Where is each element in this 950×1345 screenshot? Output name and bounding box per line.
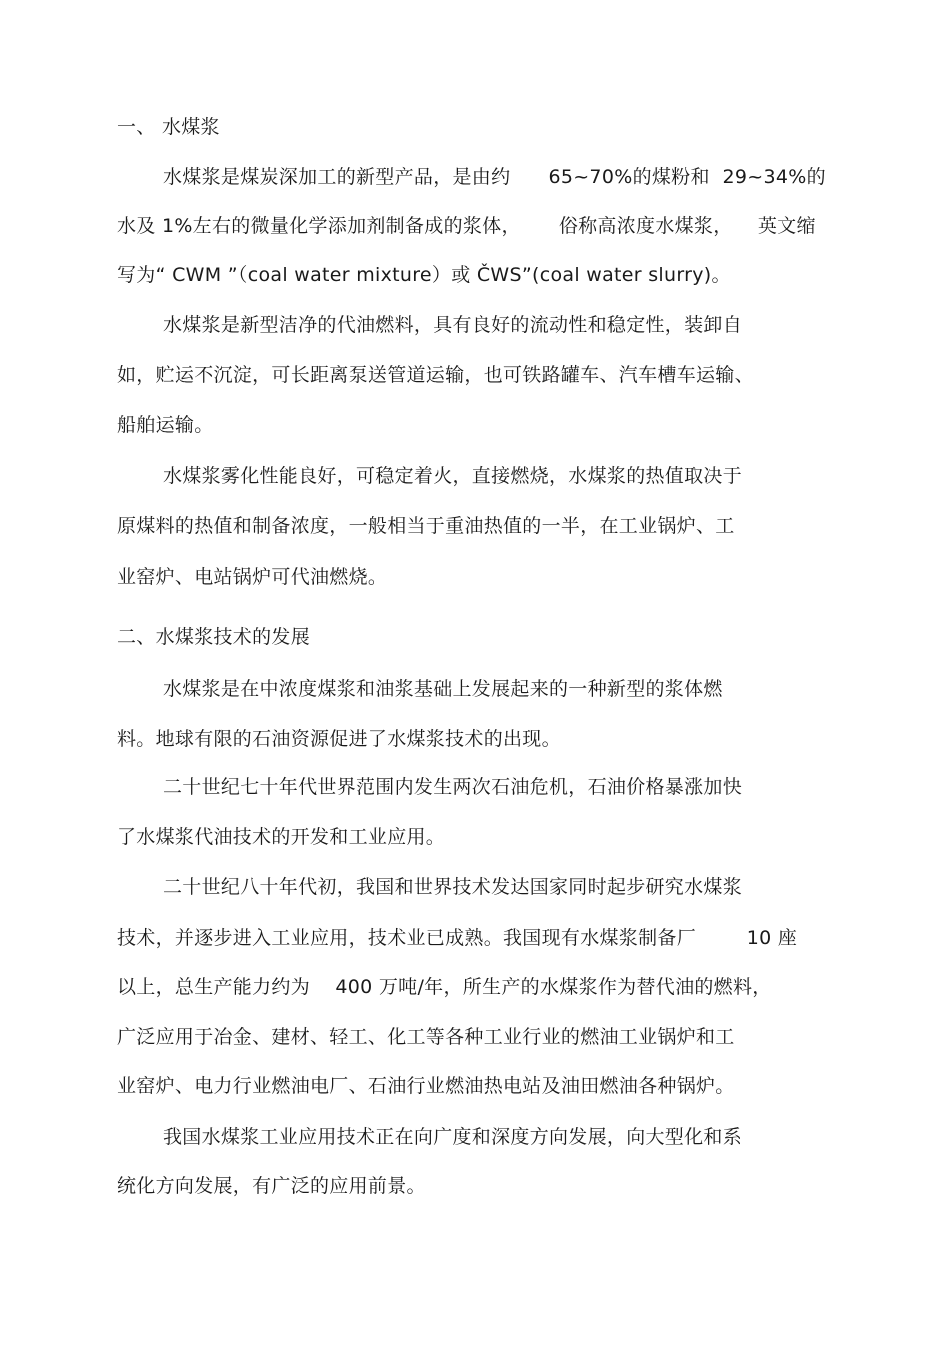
- paragraph-line: 统化方向发展，有广泛的应用前景。: [117, 1175, 426, 1197]
- paragraph-line: 了水煤浆代油技术的开发和工业应用。: [117, 826, 446, 848]
- paragraph-line: 水及 1%左右的微量化学添加剂制备成的浆体， 俗称高浓度水煤浆， 英文缩: [117, 215, 816, 237]
- paragraph-line: 写为“ CWM ”（coal water mixture）或 ČWS”(coal water slurry)。: [117, 264, 731, 286]
- paragraph-line: 二十世纪七十年代世界范围内发生两次石油危机，石油价格暴涨加快: [163, 776, 743, 798]
- section-heading-2: 二、水煤浆技术的发展: [117, 626, 311, 648]
- paragraph-line: 料。地球有限的石油资源促进了水煤浆技术的出现。: [117, 728, 561, 750]
- section-heading-1: 一、 水煤浆: [117, 116, 220, 138]
- paragraph-line: 技术，并逐步进入工业应用，技术业已成熟。我国现有水煤浆制备厂 10 座: [117, 927, 798, 949]
- paragraph-line: 水煤浆是新型洁净的代油燃料，具有良好的流动性和稳定性，装卸自: [163, 314, 743, 336]
- paragraph-line: 如，贮运不沉淀，可长距离泵送管道运输，也可铁路罐车、汽车槽车运输、: [117, 364, 754, 386]
- paragraph-line: 水煤浆是煤炭深加工的新型产品，是由约 65~70%的煤粉和 29~34%的: [163, 166, 826, 188]
- paragraph-line: 以上，总生产能力约为 400 万吨/年，所生产的水煤浆作为替代油的燃料，: [117, 976, 772, 998]
- paragraph-line: 原煤料的热值和制备浓度，一般相当于重油热值的一半，在工业锅炉、工: [117, 515, 735, 537]
- paragraph-line: 船舶运输。: [117, 414, 214, 436]
- paragraph-line: 二十世纪八十年代初，我国和世界技术发达国家同时起步研究水煤浆: [163, 876, 743, 898]
- paragraph-line: 业窑炉、电站锅炉可代油燃烧。: [117, 566, 388, 588]
- paragraph-line: 水煤浆是在中浓度煤浆和油浆基础上发展起来的一种新型的浆体燃: [163, 678, 723, 700]
- paragraph-line: 业窑炉、电力行业燃油电厂、石油行业燃油热电站及油田燃油各种锅炉。: [117, 1075, 735, 1097]
- paragraph-line: 广泛应用于冶金、建材、轻工、化工等各种工业行业的燃油工业锅炉和工: [117, 1026, 735, 1048]
- paragraph-line: 水煤浆雾化性能良好，可稳定着火，直接燃烧，水煤浆的热值取决于: [163, 465, 743, 487]
- paragraph-line: 我国水煤浆工业应用技术正在向广度和深度方向发展，向大型化和系: [163, 1126, 743, 1148]
